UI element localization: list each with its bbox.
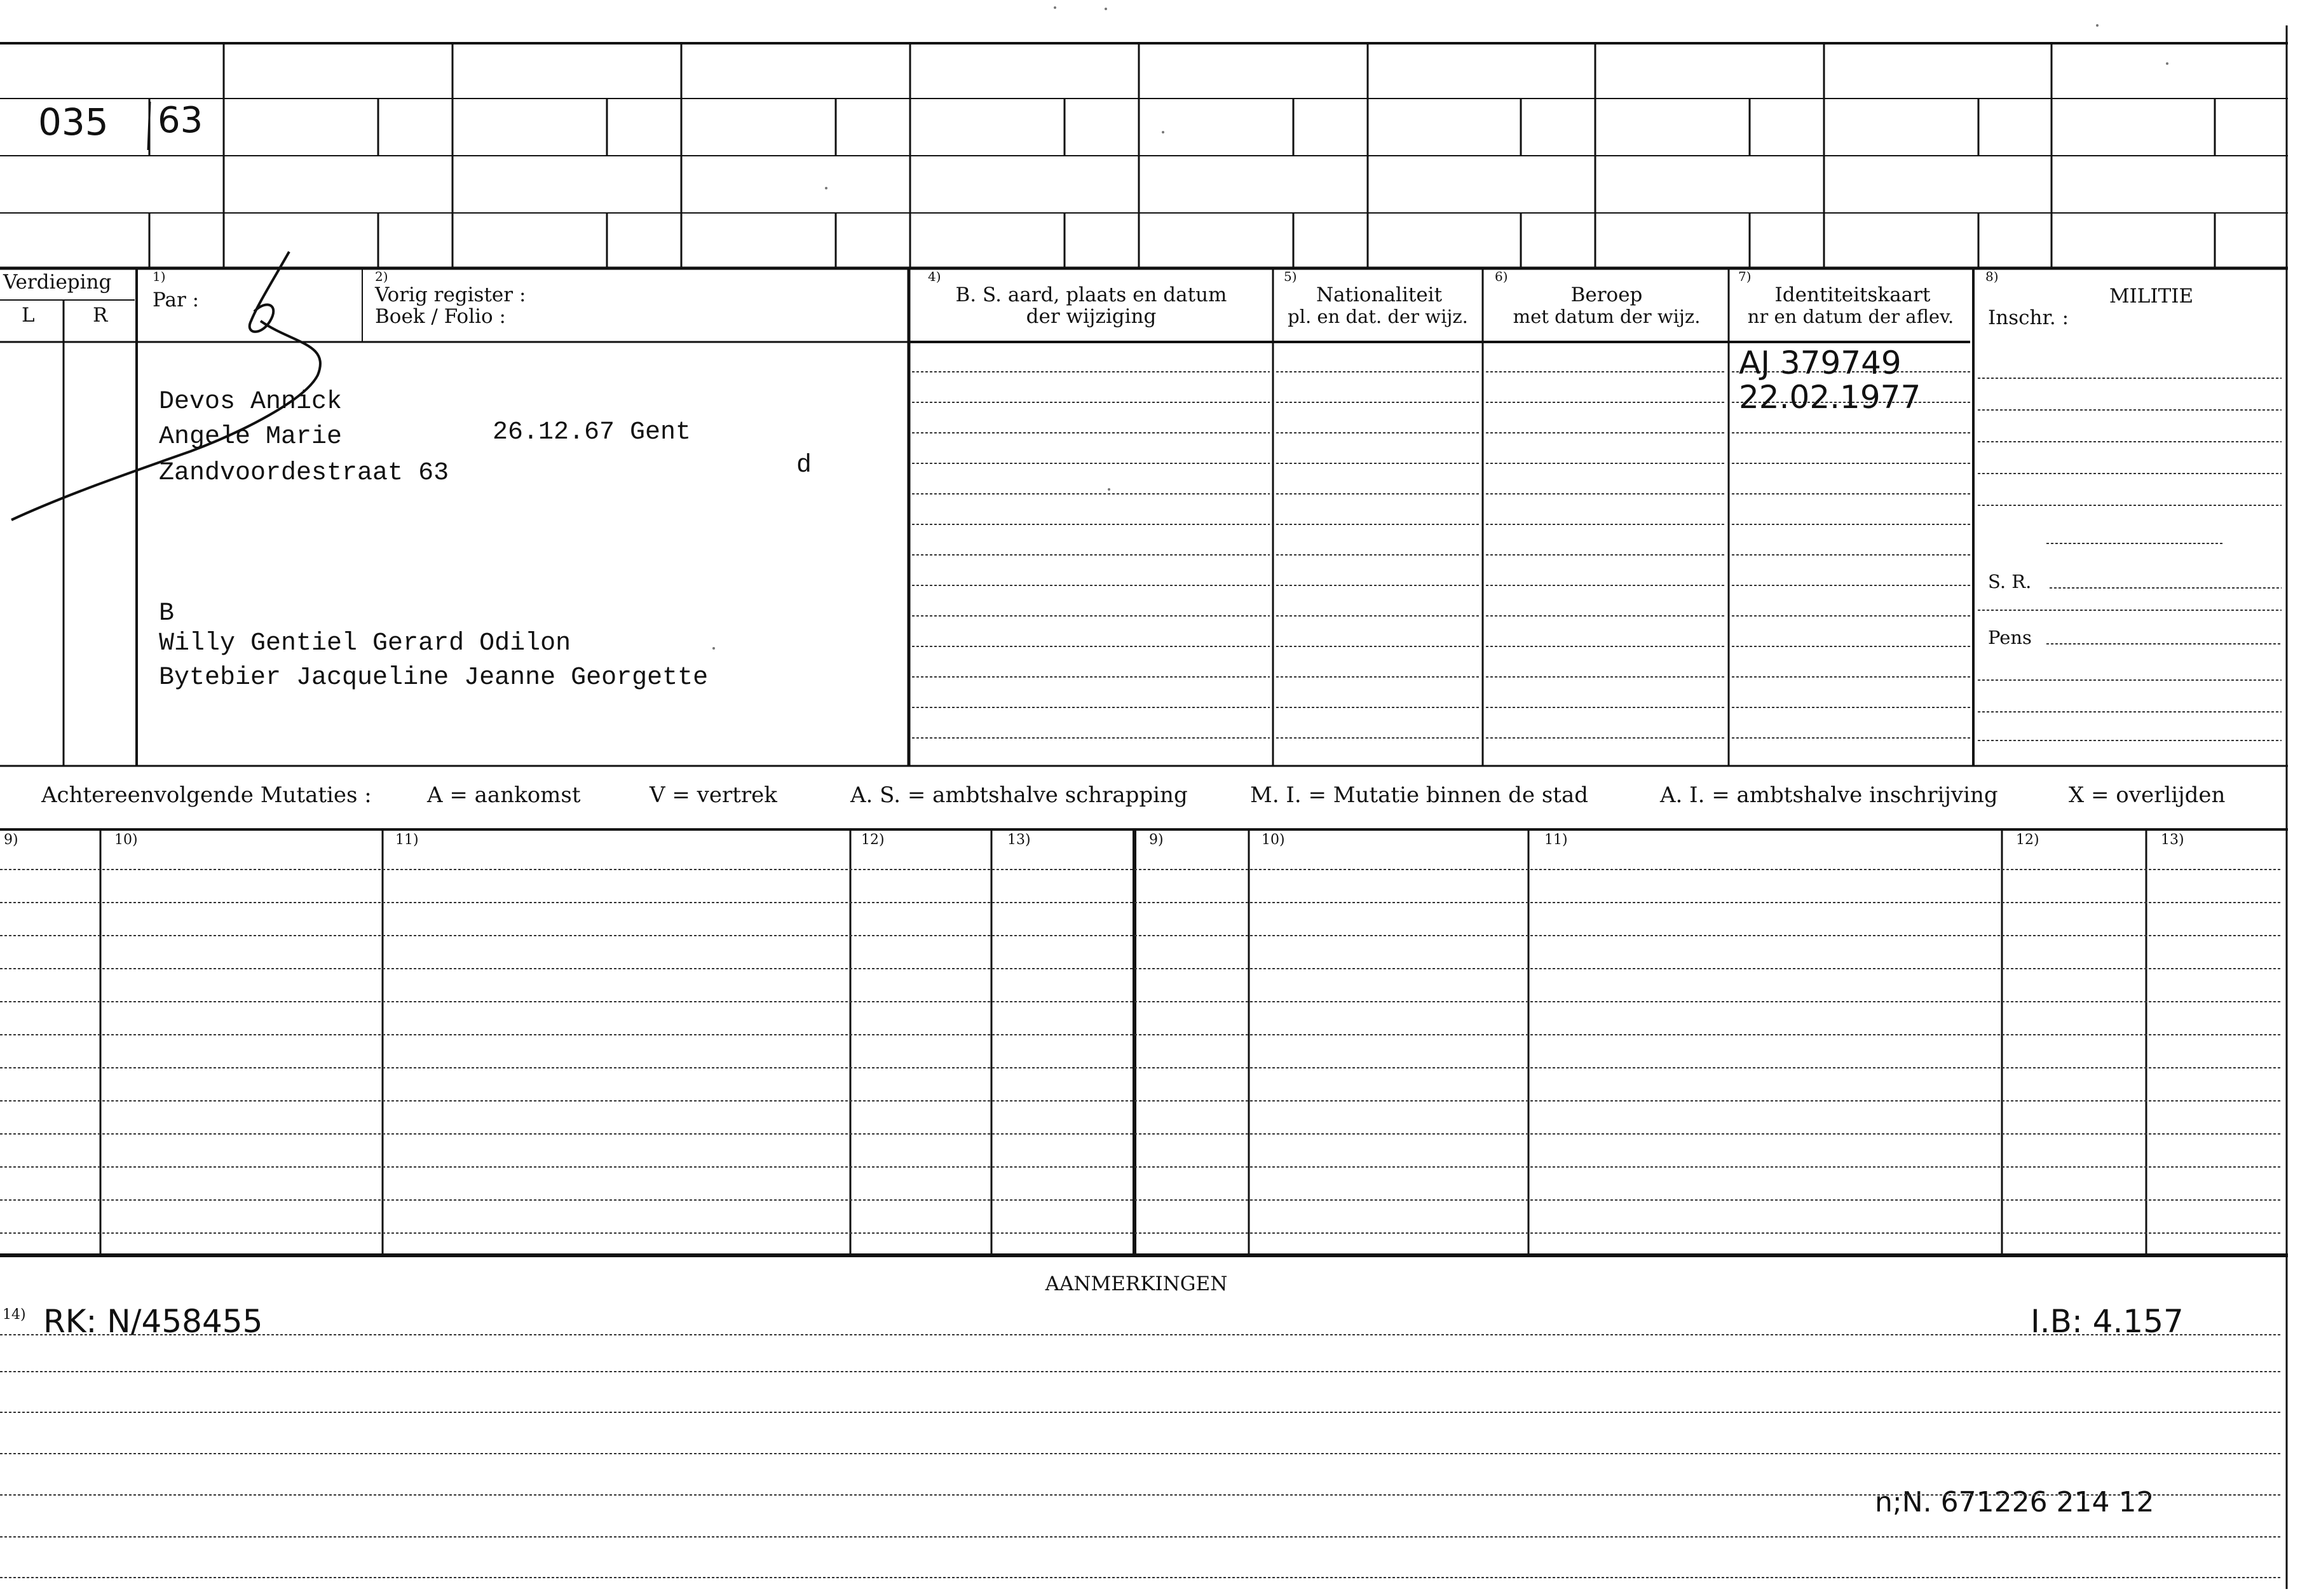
id-card-label: Identiteitskaart xyxy=(1774,283,1931,306)
legend-item-move: M. I. = Mutatie binnen de stad xyxy=(1250,782,1588,808)
top-cell-number-2: 63 xyxy=(158,100,203,141)
civil-status-number: 4) xyxy=(928,269,941,284)
id-card-number: AJ 379749 xyxy=(1739,344,1902,381)
floor-right-label: R xyxy=(93,304,108,327)
id-card-date: 22.02.1977 xyxy=(1739,379,1921,416)
nationality-sublabel: pl. en dat. der wijz. xyxy=(1288,306,1468,327)
id-card-block xyxy=(1739,344,1921,416)
nationality-number: 5) xyxy=(1284,269,1297,284)
legend-item-departure: V = vertrek xyxy=(650,782,777,808)
military-sr-label: S. R. xyxy=(1988,571,2032,592)
previous-register-label: Vorig register : xyxy=(375,283,526,306)
floor-left-label: L xyxy=(22,304,35,327)
remarks-rk: RK: N/458455 xyxy=(43,1303,263,1340)
military-enrol-label: Inschr. : xyxy=(1988,306,2069,329)
par-label: Par : xyxy=(153,289,200,311)
remarks-ib: I.B: 4.157 xyxy=(2031,1303,2184,1340)
mutation-col-13-left: 13) xyxy=(1007,832,1031,848)
remarks-national-number: n;N. 671226 214 12 xyxy=(1875,1486,2154,1518)
legend-item-registration: A. I. = ambtshalve inschrijving xyxy=(1660,782,1998,808)
mutation-legend xyxy=(41,782,2225,808)
id-card-sublabel: nr en datum der aflev. xyxy=(1747,306,1954,327)
par-number: 1) xyxy=(153,269,166,284)
person-father: Willy Gentiel Gerard Odilon xyxy=(159,629,571,658)
legend-title: Achtereenvolgende Mutaties : xyxy=(41,782,372,808)
legend-item-arrival: A = aankomst xyxy=(427,782,581,808)
civil-status-sublabel: der wijziging xyxy=(1026,305,1157,328)
profession-number: 6) xyxy=(1495,269,1508,284)
remarks-title: AANMERKINGEN xyxy=(1045,1272,1228,1295)
person-given-names: Angele Marie xyxy=(159,423,343,451)
previous-register-number: 2) xyxy=(375,269,388,284)
military-number: 8) xyxy=(1985,269,1999,284)
mutation-col-12-left: 12) xyxy=(861,832,885,848)
person-section-letter: B xyxy=(159,599,175,628)
military-title: MILITIE xyxy=(2109,285,2194,308)
mutation-col-10-right: 10) xyxy=(1262,832,1285,848)
person-surname: Devos Annick xyxy=(159,388,343,416)
mutation-col-11-right: 11) xyxy=(1544,832,1568,848)
legend-item-death: X = overlijden xyxy=(2069,782,2226,808)
person-mother: Bytebier Jacqueline Jeanne Georgette xyxy=(159,664,709,692)
military-pension-label: Pens xyxy=(1988,627,2032,648)
mutation-col-9-left: 9) xyxy=(4,832,18,848)
person-status-mark: d xyxy=(796,451,812,480)
nationality-label: Nationaliteit xyxy=(1316,283,1443,306)
person-birth: 26.12.67 Gent xyxy=(493,418,691,447)
profession-label: Beroep xyxy=(1570,283,1643,306)
mutation-col-10-left: 10) xyxy=(114,832,138,848)
id-card-number-label: 7) xyxy=(1738,269,1752,284)
mutation-col-12-right: 12) xyxy=(2016,832,2039,848)
person-address: Zandvoordestraat 63 xyxy=(159,459,449,488)
mutation-col-13-right: 13) xyxy=(2161,832,2184,848)
book-folio-label: Boek / Folio : xyxy=(375,305,506,328)
mutation-col-9-right: 9) xyxy=(1149,832,1164,848)
mutation-col-11-left: 11) xyxy=(395,832,419,848)
profession-sublabel: met datum der wijz. xyxy=(1513,306,1701,327)
remarks-number: 14) xyxy=(3,1307,26,1323)
floor-label: Verdieping xyxy=(3,271,112,294)
legend-item-removal: A. S. = ambtshalve schrapping xyxy=(850,782,1188,808)
top-cell-number-1: 035 xyxy=(38,100,109,144)
civil-status-label: B. S. aard, plaats en datum xyxy=(955,283,1227,306)
